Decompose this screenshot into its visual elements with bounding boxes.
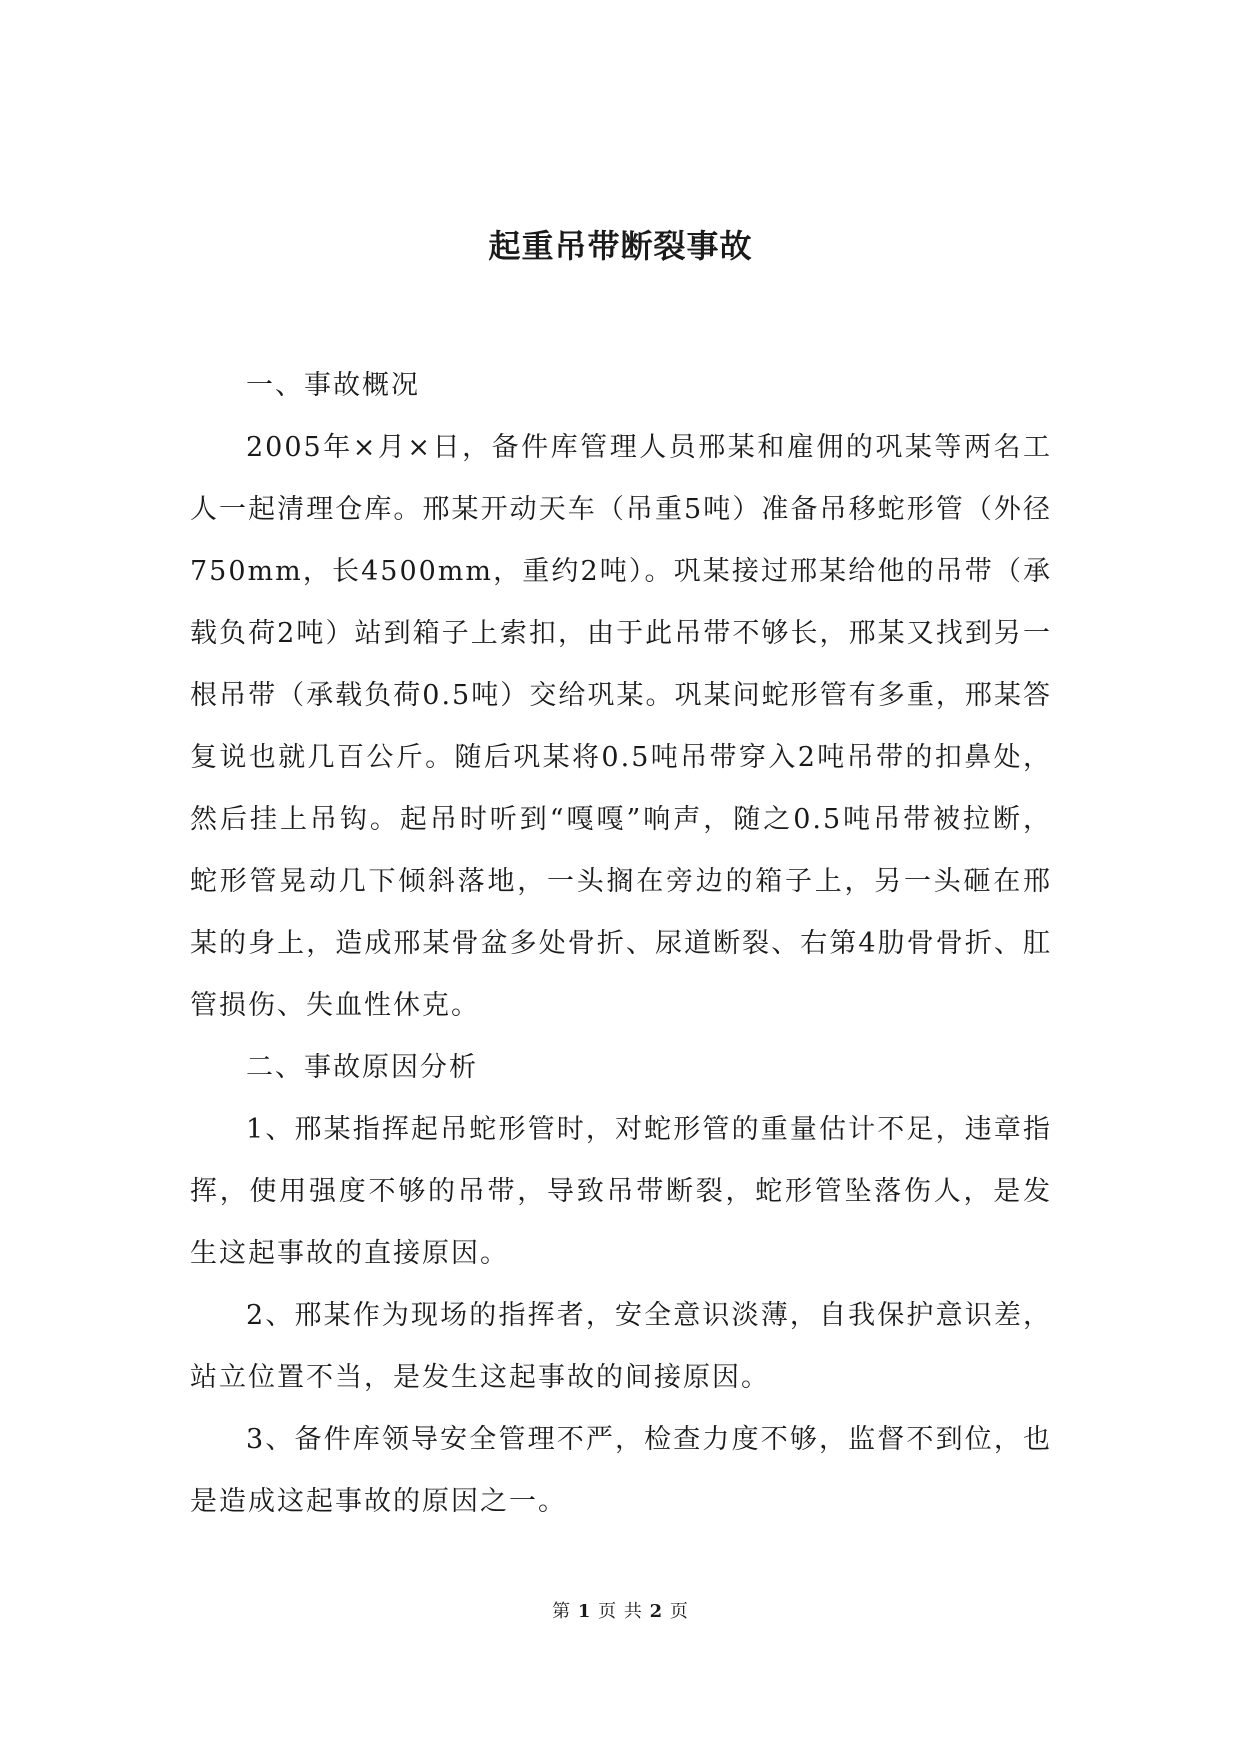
footer-current-page: 1	[577, 1601, 592, 1622]
paragraph-cause-1: 1、邢某指挥起吊蛇形管时，对蛇形管的重量估计不足，违章指挥，使用强度不够的吊带，导致吊带断裂，蛇形管坠落伤人，是发生这起事故的直接原因。	[190, 1114, 1052, 1269]
footer-prefix: 第	[552, 1601, 572, 1622]
document-body	[190, 355, 1052, 1533]
paragraph-cause-3: 3、备件库领导安全管理不严，检查力度不够，监督不到位，也是造成这起事故的原因之一。	[190, 1424, 1052, 1517]
footer-total-pages: 2	[649, 1601, 664, 1622]
paragraph-cause-2: 2、邢某作为现场的指挥者，安全意识淡薄，自我保护意识差，站立位置不当，是发生这起事故的间接原因。	[190, 1300, 1052, 1393]
page-footer	[0, 1600, 1241, 1624]
section-heading-overview: 一、事故概况	[246, 370, 420, 401]
paragraph-incident-description: 2005年×月×日，备件库管理人员邢某和雇佣的巩某等两名工人一起清理仓库。邢某开动天车（吊重5吨）准备吊移蛇形管（外径750mm，长4500mm，重约2吨）。巩某接过邢某给他的吊带（承载负荷2吨）站到箱子上索扣，由于此吊带不够长，邢某又找到另一根吊带（承载负荷0.5吨）交给巩某。巩某问蛇形管有多重，邢某答复说也就几百公斤。随后巩某将0.5吨吊带穿入2吨吊带的扣鼻处，然后挂上吊钩。起吊时听到“嘎嘎”响声，随之0.5吨吊带被拉断，蛇形管晃动几下倾斜落地，一头搁在旁边的箱子上，另一头砸在邢某的身上，造成邢某骨盆多处骨折、尿道断裂、右第4肋骨骨折、肛管损伤、失血性休克。	[190, 432, 1052, 1021]
section-heading-cause-analysis: 二、事故原因分析	[246, 1052, 478, 1083]
footer-suffix: 页	[669, 1601, 689, 1622]
document-title: 起重吊带断裂事故	[488, 227, 753, 265]
footer-middle: 页 共	[598, 1601, 643, 1622]
